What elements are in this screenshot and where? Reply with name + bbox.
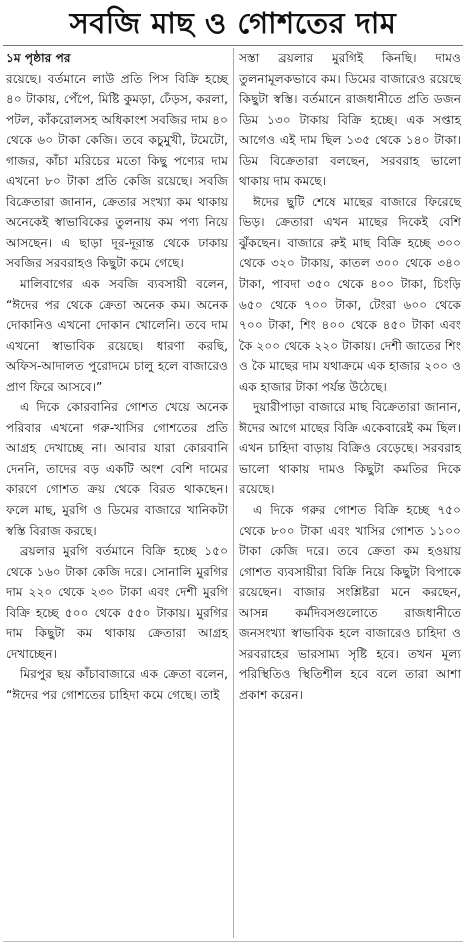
paragraph: মালিবাগের এক সবজি ব্যবসায়ী বলেন, “ঈদের পর থেকে ক্রেতা অনেক কম। অনেক দোকানিও এখনো দোকান খোলেনি। তবে দাম এখনো স্বাভাবিক রয়েছে। ধারণা করছি, অফিস-আদালত পুরোদমে চালু হলে বাজারেও প্রাণ ফিরে আসবে।” bbox=[6, 277, 228, 394]
bottom-rule bbox=[3, 941, 463, 942]
left-column bbox=[6, 48, 228, 706]
continued-from-label: ১ম পৃষ্ঠার পর bbox=[6, 51, 71, 65]
paragraph: এ দিকে গরুর গোশত বিক্রি হচ্ছে ৭৫০ থেকে ৮০০ টাকা এবং খাসির গোশত ১১০০ টাকা কেজি দরে। তবে ক্রেতা কম হওয়ায় গোশত ব্যবসায়ীরা বিক্রি নিয়ে কিছুটা বিপাকে রয়েছেন। বাজার সংশ্লিষ্টরা মনে করছেন, আসন্ন কর্মদিবসগুলোতে রাজধানীতে জনসংখ্যা স্বাভাবিক হলে বাজারেও চাহিদা ও সরবরাহের ভারসাম্য সৃষ্টি হবে। তখন মূল্য পরিস্থিতিও স্থিতিশীল হবে বলে তারা আশা প্রকাশ করেন। bbox=[239, 503, 461, 702]
headline-rule bbox=[3, 45, 463, 46]
paragraph: রয়েছে। বর্তমানে লাউ প্রতি পিস বিক্রি হচ্ছে ৪০ টাকায়, পেঁপে, মিষ্টি কুমড়া, ঢেঁড়স, করলা, পটল, কাঁকরোলসহ অধিকাংশ সবজির দাম ৪০ থেকে ৬০ টাকা কেজি। তবে কচুমুখী, টমেটো, গাজর, কাঁচা মরিচের মতো কিছু পণ্যের দাম এখনো ৮০ টাকা প্রতি কেজি রয়েছে। সবজি বিক্রেতারা জানান, ক্রেতার সংখ্যা কম থাকায় অনেকেই স্বাভাবিকের তুলনায় কম পণ্য নিয়ে আসছেন। এ ছাড়া দূর-দূরান্ত থেকে ঢাকায় সবজির সরবরাহও কিছুটা কমে গেছে। bbox=[6, 71, 228, 271]
paragraph: দুয়ারীপাড়া বাজারে মাছ বিক্রেতারা জানান, ঈদের আগে মাছের বিক্রি একেবারেই কম ছিল। এখন চাহিদা বাড়ায় বিক্রিও বেড়েছে। সরবরাহ ভালো থাকায় দামও কিছুটা কমতির দিকে রয়েছে। bbox=[239, 400, 461, 497]
paragraph: মিরপুর ছয় কাঁচাবাজারে এক ক্রেতা বলেন, “ঈদের পর গোশতের চাহিদা কমে গেছে। তাই bbox=[6, 667, 228, 702]
paragraph: ঈদের ছুটি শেষে মাছের বাজারে ফিরেছে ভিড়। ক্রেতারা এখন মাছের দিকেই বেশি ঝুঁকছেন। বাজারে রুই মাছ বিক্রি হচ্ছে ৩০০ থেকে ৩২০ টাকায়, কাতল ৩০০ থেকে ৩৪০ টাকা, পাবদা ৩৫০ থেকে ৪০০ টাকা, চিংড়ি ৬৫০ থেকে ৭০০ টাকা, টেংরা ৬০০ থেকে ৭০০ টাকা, শিং ৪০০ থেকে ৪৫০ টাকা এবং কৈ ২০০ থেকে ২২০ টাকায়। দেশী জাতের শিং ও কৈ মাছের দাম যথাক্রমে এক হাজার ২০০ ও এক হাজার টাকা পর্যন্ত উঠেছে। bbox=[239, 194, 461, 394]
paragraph: সস্তা ব্রয়লার মুরগিই কিনছি। দামও তুলনামূলকভাবে কম। ডিমের বাজারেও রয়েছে কিছুটা স্বস্তি। বর্তমানে রাজধানীতে প্রতি ডজন ডিম ১৩০ টাকায় বিক্রি হচ্ছে। এক সপ্তাহ আগেও এই দাম ছিল ১৩৫ থেকে ১৪০ টাকা। ডিম বিক্রেতারা বলছেন, সরবরাহ ভালো থাকায় দাম কমছে। bbox=[239, 51, 461, 189]
paragraph: এ দিকে কোরবানির গোশত খেয়ে অনেক পরিবার এখনো গরু-খাসির গোশতের প্রতি আগ্রহ দেখাচ্ছে না। আবার যারা কোরবানি দেননি, তাদের বড় একটি অংশ বেশি দামের কারণে গোশত ক্রয় থেকে বিরত থাকছেন। ফলে মাছ, মুরগি ও ডিমের বাজারে খানিকটা স্বস্তি বিরাজ করছে। bbox=[6, 400, 228, 538]
right-column bbox=[239, 48, 461, 706]
paragraph: ব্রয়লার মুরগি বর্তমানে বিক্রি হচ্ছে ১৫০ থেকে ১৬০ টাকা কেজি দরে। সোনালি মুরগির দাম ২২০ থেকে ২৩০ টাকা এবং দেশী মুরগি বিক্রি হচ্ছে ৫০০ থেকে ৫৫০ টাকায়। মুরগির দাম কিছুটা কম থাকায় ক্রেতারা আগ্রহ দেখাচ্ছেন। bbox=[6, 544, 228, 661]
column-divider bbox=[233, 48, 234, 938]
article-headline: সবজি মাছ ও গোশতের দাম bbox=[69, 6, 397, 40]
